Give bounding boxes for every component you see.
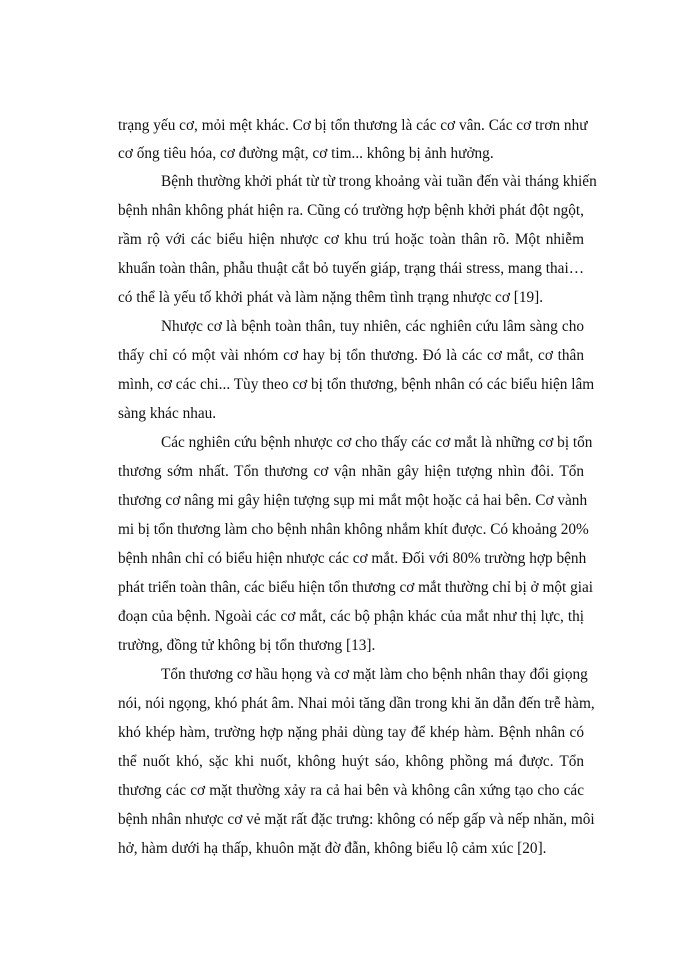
text-line: Nhược cơ là bệnh toàn thân, tuy nhiên, các nghiên cứu lâm sàng cho — [161, 318, 584, 335]
text-line: thấy chỉ có một vài nhóm cơ hay bị tổn thương. Đó là các cơ mắt, cơ thân — [118, 347, 584, 364]
text-line: mi bị tổn thương làm cho bệnh nhân không nhắm khít được. Có khoảng 20% — [118, 521, 589, 538]
text-line: nói, nói ngọng, khó phát âm. Nhai mỏi tăng dần trong khi ăn dẫn đến trễ hàm, — [118, 695, 595, 712]
text-line: phát triển toàn thân, các biểu hiện tổn thương cơ mắt thường chỉ bị ở một giai — [118, 579, 594, 596]
text-line: thương các cơ mặt thường xảy ra cả hai bên và không cân xứng tạo cho các — [118, 782, 584, 799]
text-line: bệnh nhân nhược cơ vẻ mặt rất đặc trưng: không có nếp gấp và nếp nhăn, môi — [118, 811, 595, 828]
text-line: cơ ống tiêu hóa, cơ đường mật, cơ tim... không bị ảnh hưởng. — [118, 145, 494, 162]
text-line: trạng yếu cơ, mỏi mệt khác. Cơ bị tổn thương là các cơ vân. Các cơ trơn như — [118, 117, 588, 134]
text-line: trường, đồng tử không bị tổn thương [13]. — [118, 637, 376, 654]
text-line: Các nghiên cứu bệnh nhược cơ cho thấy các cơ mắt là những cơ bị tổn — [161, 434, 593, 451]
text-line: Bệnh thường khởi phát từ từ trong khoảng vài tuần đến vài tháng khiến — [161, 173, 597, 190]
text-line: khuẩn toàn thân, phẫu thuật cắt bỏ tuyến giáp, trạng thái stress, mang thai… — [118, 260, 584, 277]
text-line: rầm rộ với các biểu hiện nhược cơ khu trú hoặc toàn thân rõ. Một nhiễm — [118, 231, 584, 248]
text-line: Tổn thương cơ hầu họng và cơ mặt làm cho bệnh nhân thay đổi giọng — [161, 666, 588, 683]
text-line: sàng khác nhau. — [118, 405, 217, 422]
text-line: bệnh nhân chỉ có biểu hiện nhược các cơ mắt. Đối với 80% trường hợp bệnh — [118, 550, 587, 567]
text-line: bệnh nhân không phát hiện ra. Cũng có trường hợp bệnh khởi phát đột ngột, — [118, 202, 584, 219]
text-line: mình, cơ các chi... Tùy theo cơ bị tổn thương, bệnh nhân có các biểu hiện lâm — [118, 376, 595, 393]
text-line: thể nuốt khó, sặc khi nuốt, không huýt sáo, không phồng má được. Tổn — [118, 753, 584, 770]
text-line: có thể là yếu tố khởi phát và làm nặng thêm tình trạng nhược cơ [19]. — [118, 289, 544, 306]
text-line: đoạn của bệnh. Ngoài các cơ mắt, các bộ phận khác của mắt như thị lực, thị — [118, 608, 584, 625]
text-line: hở, hàm dưới hạ thấp, khuôn mặt đờ đẫn, không biểu lộ cảm xúc [20]. — [118, 840, 547, 857]
text-line: khó khép hàm, trường hợp nặng phải dùng tay để khép hàm. Bệnh nhân có — [118, 724, 584, 741]
text-line: thương cơ nâng mi gây hiện tượng sụp mi mắt một hoặc cả hai bên. Cơ vành — [118, 492, 588, 509]
text-line: thương sớm nhất. Tổn thương cơ vận nhãn gây hiện tượng nhìn đôi. Tổn — [118, 463, 584, 480]
